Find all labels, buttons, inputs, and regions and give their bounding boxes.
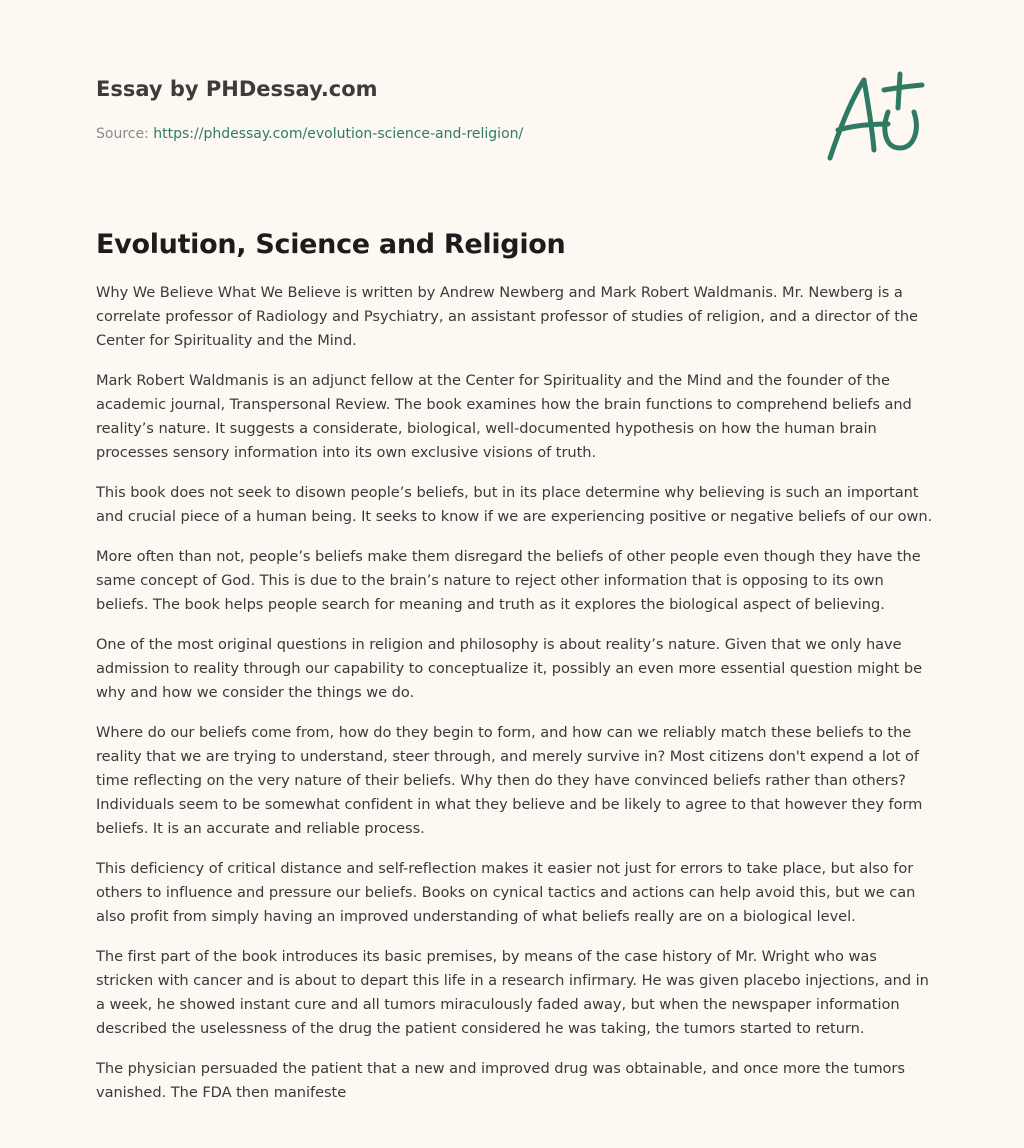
paragraph: The physician persuaded the patient that a new and improved drug was obtainable, and once more the tumors vanished. The FDA then manifeste bbox=[96, 1060, 905, 1101]
source-label: Source: bbox=[96, 126, 149, 142]
paragraph: This book does not seek to disown people’s beliefs, but in its place determine why believing is such an important and crucial piece of a human being. It seeks to know if we are experiencing positive or negative beliefs of our own. bbox=[96, 484, 933, 525]
paragraph: This deficiency of critical distance and self-reflection makes it easier not just for errors to take place, but also for others to influence and pressure our beliefs. Books on cynical tactics and actions can help avoid this, but we can also profit from simply having an improved understanding of what beliefs really are on a biological level. bbox=[96, 860, 916, 925]
header bbox=[96, 74, 796, 144]
source-link[interactable]: https://phdessay.com/evolution-science-and-religion/ bbox=[153, 126, 524, 142]
article-title: Evolution, Science and Religion bbox=[96, 229, 566, 260]
paragraph: The first part of the book introduces its basic premises, by means of the case history of Mr. Wright who was stricken with cancer and is about to depart this life in a research infirmary. He was given placebo injections, and in a week, he showed instant cure and all tumors miraculously faded away, but when the newspaper information described the uselessness of the drug the patient considered he was taking, the tumors started to return. bbox=[96, 948, 929, 1037]
site-title: Essay by PHDessay.com bbox=[96, 77, 378, 101]
article bbox=[96, 226, 934, 1121]
paragraph: Where do our beliefs come from, how do they begin to form, and how can we reliably match these beliefs to the reality that we are trying to understand, steer through, and merely survive in? Most citizens don't expend a lot of time reflecting on the very nature of their beliefs. Why then do they have convinced beliefs rather than others? Individuals seem to be somewhat confident in what they believe and be likely to agree to that however they form beliefs. It is an accurate and reliable process. bbox=[96, 724, 923, 837]
paragraph: One of the most original questions in religion and philosophy is about reality’s nature. Given that we only have admission to reality through our capability to conceptualize it, possibly an even more essential question might be why and how we consider the things we do. bbox=[96, 636, 923, 701]
a-plus-icon bbox=[822, 68, 926, 164]
paragraph: Why We Believe What We Believe is written by Andrew Newberg and Mark Robert Waldmanis. Mr. Newberg is a correlate professor of Radiology and Psychiatry, an assistant professor of studies of religion, and a director of the Center for Spirituality and the Mind. bbox=[96, 284, 918, 349]
source-line bbox=[96, 124, 796, 144]
paragraph: Mark Robert Waldmanis is an adjunct fellow at the Center for Spirituality and the Mind and the founder of the academic journal, Transpersonal Review. The book examines how the brain functions to comprehend beliefs and reality’s nature. It suggests a considerate, biological, well-documented hypothesis on how the human brain processes sensory information into its own exclusive visions of truth. bbox=[96, 372, 912, 461]
paragraph: More often than not, people’s beliefs make them disregard the beliefs of other people even though they have the same concept of God. This is due to the brain’s nature to reject other information that is opposing to its own beliefs. The book helps people search for meaning and truth as it explores the biological aspect of believing. bbox=[96, 548, 921, 613]
a-plus-logo bbox=[822, 68, 926, 164]
